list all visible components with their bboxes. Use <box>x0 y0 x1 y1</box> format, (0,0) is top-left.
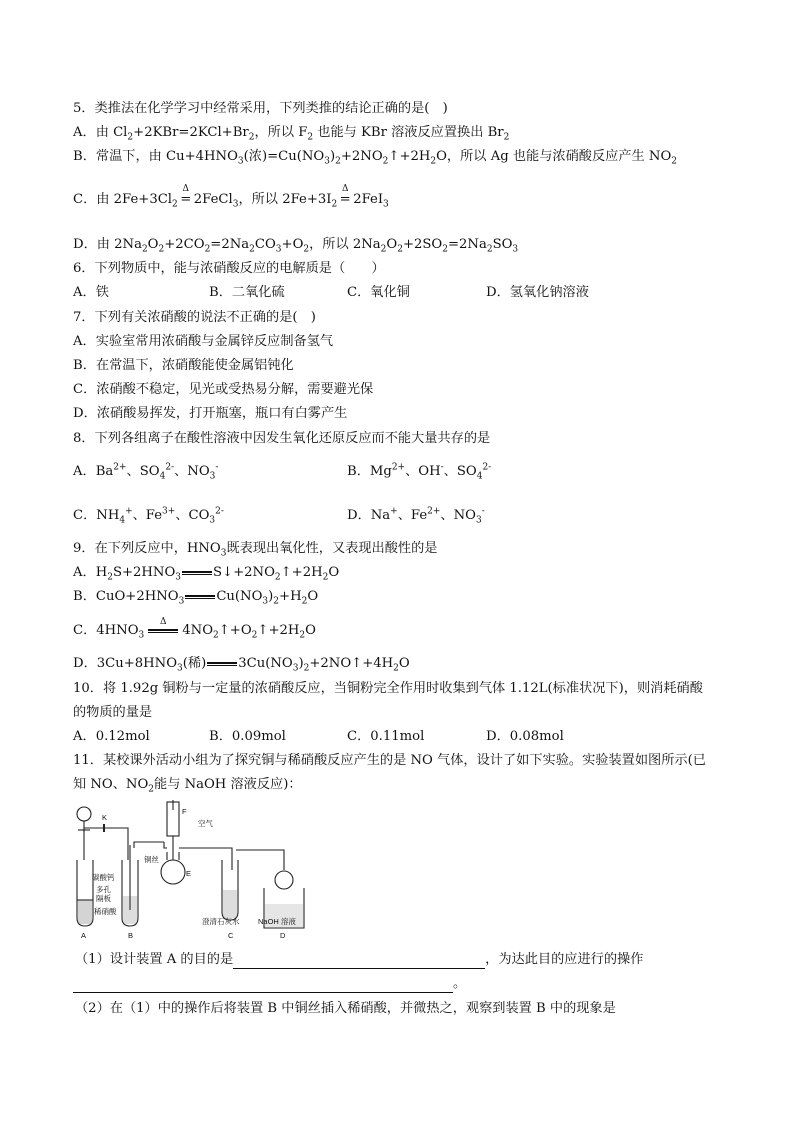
q10-line2: 的物质的量是 <box>73 705 153 720</box>
label-c: C <box>228 931 234 940</box>
q9-option-d: D．$3Cu+8HNO_3$(稀) $3Cu(NO_3)_2+2NO↑+4H_2O$ <box>73 656 410 674</box>
answer-blank-1[interactable] <box>233 954 485 969</box>
q11-sub2: （2）在（1）中的操作后将装置 B 中铜丝插入稀硝酸，并微热之，观察到装置 B 中的现象是 <box>75 1001 616 1016</box>
q6-option-a: A．铁 <box>73 285 109 300</box>
experiment-apparatus-figure <box>72 800 312 942</box>
flask-e <box>161 860 185 884</box>
q6-option-d: D．氢氧化钠溶液 <box>486 285 589 300</box>
q8-option-a: A．$Ba^{2+}$、$SO_4^{2-}$、$NO_3^-$ <box>73 462 219 482</box>
label-b: B <box>128 931 134 940</box>
label-porous: 多孔 <box>96 885 111 894</box>
q10-option-d: D．0.08mol <box>486 729 564 744</box>
q10-option-c: C．0.11mol <box>347 729 425 744</box>
q8-option-d: D．Na+、$Fe^{2+}$、$NO_3^-$ <box>347 506 485 526</box>
q11-line2: 知 NO、$NO_2$能与 NaOH 溶液反应)： <box>73 777 302 795</box>
q10-line1: 10．将 1.92g 铜粉与一定量的浓硝酸反应，当铜粉完全作用时收集到气体 1.12L(标准状况下)，则消耗硝酸 <box>73 681 703 696</box>
q11-line1: 11．某校课外活动小组为了探究铜与稀硝酸反应产生的是 NO 气体，设计了如下实验。实验装置如图所示(已 <box>73 753 706 768</box>
label-partition: 隔板 <box>96 894 111 903</box>
q5-option-a: A．由 $Cl_2+2KBr=2KCl+Br_2$，所以 $F_2$ 也能与 KBr 溶液反应置换出 $Br_2$ <box>73 125 510 143</box>
label-f: F <box>182 807 187 816</box>
q7-option-a: A．实验室常用浓硝酸与金属锌反应制备氢气 <box>73 334 334 349</box>
q5-option-c: C．由 $2Fe+3Cl_2$ Δ = 2FeCl$_3$，所以 $2Fe+3I_2$ Δ = 2FeI$_3$ <box>73 184 389 210</box>
q8-stem: 8．下列各组离子在酸性溶液中因发生氧化还原反应而不能大量共存的是 <box>73 431 491 446</box>
q9-option-a: A．$H_2S+2HNO_3$ $S↓+2NO_2↑+2H_2O$ <box>73 565 340 583</box>
label-naoh-solution: NaOH 溶液 <box>258 917 296 926</box>
q10-option-a: A．0.12mol <box>73 729 150 744</box>
heating-condition: Δ = <box>339 184 351 207</box>
q8-option-b: B．$Mg^{2+}$、OH-、$SO_4^{2-}$ <box>347 462 492 482</box>
q8-option-c: C．$NH_4^+$、$Fe^{3+}$、$CO_3^{2-}$ <box>73 506 224 526</box>
q9-option-b: B．$CuO+2HNO_3$ $Cu(NO_3)_2+H_2O$ <box>73 589 319 607</box>
label-a: A <box>81 931 87 940</box>
equals-sign <box>182 571 212 575</box>
q11-sub1-cont: 。 <box>73 975 466 993</box>
q11-sub1: （1）设计装置 A 的目的是 ，为达此目的应进行的操作 <box>75 952 644 967</box>
q5-stem: 5．类推法在化学学习中经常采用，下列类推的结论正确的是( ) <box>73 101 448 116</box>
q7-option-b: B．在常温下，浓硝酸能使金属铝钝化 <box>73 358 294 373</box>
heating-equals-sign: Δ <box>148 629 178 633</box>
q7-option-c: C．浓硝酸不稳定，见光或受热易分解，需要避光保 <box>73 382 374 397</box>
q6-option-c: C．氧化铜 <box>347 285 410 300</box>
equals-sign <box>207 662 237 666</box>
label-lime-water: 澄清石灰水 <box>202 917 240 926</box>
q9-stem: 9．在下列反应中，$HNO_3$既表现出氧化性，又表现出酸性的是 <box>73 541 438 559</box>
label-dilute-nitric-acid: 稀硝酸 <box>94 907 117 916</box>
inverted-funnel <box>275 871 293 889</box>
funnel-bulb <box>77 807 91 821</box>
label-calcium-carbonate: 碳酸钙 <box>92 873 115 882</box>
label-d: D <box>280 931 286 940</box>
q6-option-b: B．二氧化硫 <box>209 285 285 300</box>
label-air: 空气 <box>198 819 213 828</box>
equals-sign <box>185 595 215 599</box>
q10-option-b: B．0.09mol <box>209 729 286 744</box>
label-copper-wire: 铜丝 <box>144 855 159 864</box>
q6-stem: 6．下列物质中，能与浓硝酸反应的电解质是（ ） <box>73 261 385 276</box>
q7-stem: 7．下列有关浓硝酸的说法不正确的是( ) <box>73 310 316 325</box>
label-k: K <box>102 813 108 822</box>
q9-option-c: C．$4HNO_3$ Δ $4NO_2↑+O_2↑+2H_2O$ <box>73 616 316 641</box>
q5-option-d: D．由 $2Na_2O_2+2CO_2=2Na_2CO_3+O_2$，所以 $2Na_2O_2+2SO_2=2Na_2SO_3$ <box>73 237 519 255</box>
heating-condition: Δ = <box>180 184 192 207</box>
q7-option-d: D．浓硝酸易挥发，打开瓶塞，瓶口有白雾产生 <box>73 406 348 421</box>
answer-blank-2[interactable] <box>73 978 453 993</box>
q5-option-b: B．常温下，由 $Cu+4HNO_3$(浓)$=Cu(NO_3)_2+2NO_2↑+2H_2O$，所以 Ag 也能与浓硝酸反应产生 $NO_2$ <box>73 149 677 167</box>
label-e: E <box>186 869 192 878</box>
